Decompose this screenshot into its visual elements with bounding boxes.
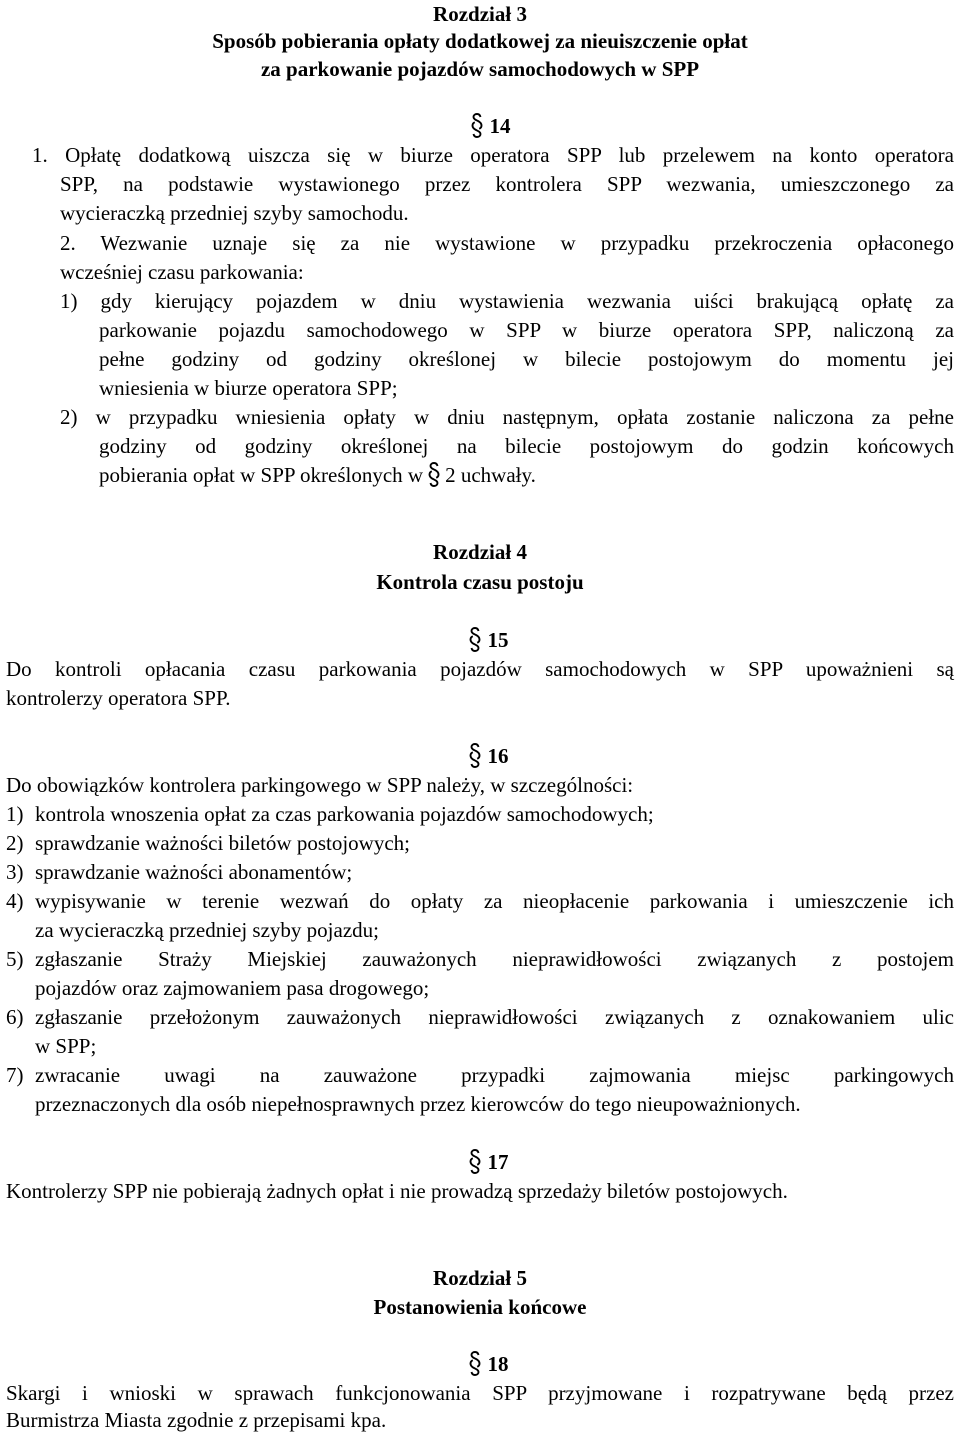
section-sign-icon (468, 1149, 482, 1174)
section-sign-icon (468, 743, 482, 768)
list-item-text-continued: pojazdów oraz zajmowaniem pasa drogowego; (35, 976, 430, 1000)
chapter-5-title: Rozdział 5 (433, 1266, 527, 1290)
paragraph-15-heading (458, 626, 518, 655)
p18-line2: Burmistrza Miasta zgodnie z przepisami kpa. (6, 1408, 387, 1432)
section-sign-icon (427, 462, 441, 487)
p17-line1: Kontrolerzy SPP nie pobierają żadnych opłat i nie prowadzą sprzedaży biletów postojowych. (6, 1179, 788, 1203)
list-item-text-continued: przeznaczonych dla osób niepełnosprawnych przez kierowców do tego nieupoważnionych. (35, 1092, 801, 1116)
section-sign-icon (468, 1351, 482, 1376)
chapter-3-subtitle-line2: za parkowanie pojazdów samochodowych w SPP (260, 57, 700, 81)
list-item-text-continued: w SPP; (35, 1034, 97, 1058)
paragraph-18-heading (458, 1350, 518, 1379)
paragraph-14-number: 14 (489, 114, 511, 138)
paragraph-17-heading (458, 1148, 518, 1177)
paragraph-16-heading (458, 742, 518, 771)
p14-sub2-line1: 2) w przypadku wniesienia opłaty w dniu następnym, opłata zostanie naliczona za pełne (60, 405, 954, 429)
p14-sub1-line4: wniesienia w biurze operatora SPP; (99, 376, 398, 400)
p16-intro: Do obowiązków kontrolera parkingowego w SPP należy, w szczególności: (6, 773, 634, 797)
p18-line1: Skargi i wnioski w sprawach funkcjonowania SPP przyjmowane i rozpatrywane będą przez (6, 1381, 954, 1405)
paragraph-14-heading (460, 112, 520, 141)
p14-sub2-line3-end: 2 uchwały. (445, 463, 536, 487)
list-item-number: 1) (6, 802, 24, 826)
chapter-4-subtitle: Kontrola czasu postoju (376, 570, 584, 594)
list-item-text: sprawdzanie ważności abonamentów; (35, 860, 353, 884)
p15-line2: kontrolerzy operatora SPP. (6, 686, 231, 710)
list-item-text-continued: za wycieraczką przedniej szyby pojazdu; (35, 918, 379, 942)
p14-sub2-line3 (99, 461, 536, 490)
list-item-text: sprawdzanie ważności biletów postojowych; (35, 831, 410, 855)
chapter-4-title: Rozdział 4 (433, 540, 527, 564)
list-item-number: 4) (6, 889, 24, 913)
list-item-text: wypisywanie w terenie wezwań do opłaty za nieopłacenie parkowania i umieszczenie ich (35, 889, 954, 913)
paragraph-18-number: 18 (487, 1352, 509, 1376)
p14-sub2-line2: godziny od godziny określonej na bilecie postojowym do godzin końcowych (99, 434, 954, 458)
p14-sub1-line2: parkowanie pojazdu samochodowego w SPP w biurze operatora SPP, naliczoną za (99, 318, 954, 342)
p14-item1-line3: wycieraczką przedniej szyby samochodu. (60, 201, 409, 225)
list-item-text: zgłaszanie Straży Miejskiej zauważonych nieprawidłowości związanych z postojem (35, 947, 954, 971)
list-item-text: kontrola wnoszenia opłat za czas parkowania pojazdów samochodowych; (35, 802, 654, 826)
paragraph-15-number: 15 (487, 628, 509, 652)
p14-item2-line2: wcześniej czasu parkowania: (60, 260, 304, 284)
p14-sub1-line3: pełne godziny od godziny określonej w bilecie postojowym do momentu jej (99, 347, 954, 371)
paragraph-16-number: 16 (487, 744, 509, 768)
list-item-number: 6) (6, 1005, 24, 1029)
list-item-number: 7) (6, 1063, 24, 1087)
section-sign-icon (470, 113, 484, 138)
chapter-5-subtitle: Postanowienia końcowe (373, 1295, 587, 1319)
p14-item2-line1: 2. Wezwanie uznaje się za nie wystawione w przypadku przekroczenia opłaconego (60, 231, 954, 255)
list-item-text: zwracanie uwagi na zauważone przypadki zajmowania miejsc parkingowych (35, 1063, 954, 1087)
p14-sub2-line3-start: pobierania opłat w SPP określonych w (99, 463, 424, 487)
chapter-3-subtitle-line1: Sposób pobierania opłaty dodatkowej za nieuiszczenie opłat (212, 29, 748, 53)
list-item-number: 5) (6, 947, 24, 971)
list-item-number: 2) (6, 831, 24, 855)
p14-sub1-line1: 1) gdy kierujący pojazdem w dniu wystawienia wezwania uiści brakującą opłatę za (60, 289, 954, 313)
section-sign-icon (468, 627, 482, 652)
list-item-number: 3) (6, 860, 24, 884)
p14-item1-line1: 1. Opłatę dodatkową uiszcza się w biurze operatora SPP lub przelewem na konto operatora (32, 143, 954, 167)
chapter-3-title: Rozdział 3 (433, 2, 527, 26)
p14-item1-line2: SPP, na podstawie wystawionego przez kontrolera SPP wezwania, umieszczonego za (60, 172, 954, 196)
p15-line1: Do kontroli opłacania czasu parkowania pojazdów samochodowych w SPP upoważnieni są (6, 657, 954, 681)
paragraph-17-number: 17 (487, 1150, 509, 1174)
list-item-text: zgłaszanie przełożonym zauważonych nieprawidłowości związanych z oznakowaniem ulic (35, 1005, 954, 1029)
